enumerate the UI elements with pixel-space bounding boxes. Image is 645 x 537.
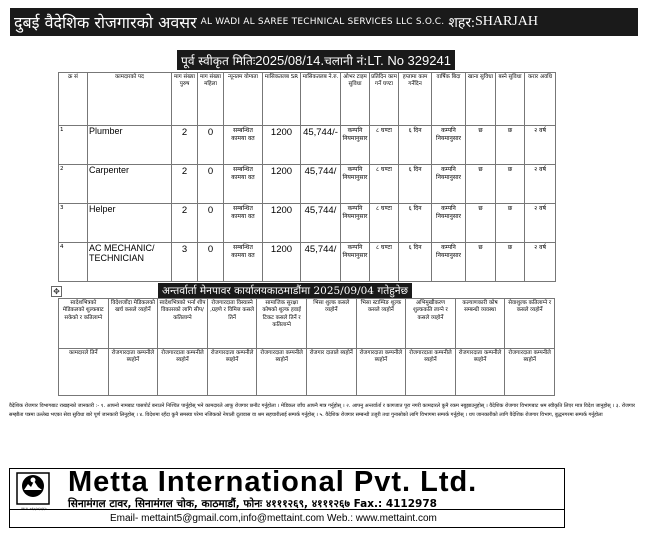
notice-text: वैदेशिक रोजगार विभागबाट राखइन्को जानकारी :- १. आफ्नो नामबाट पासपोर्ट बनाउने निश्चित पार्नुहोस् भने कामदारले आफू रोजगार छनौट गर्नुहोला । मेडिकल जाँच आफ्नै मात्र गर्नुहोस् । २. आफ्नु अन्तर्वार्ता र कागजात पूरा नगरी कामदारले कुनै रकम नबुझाउनुहोस् । वैदेशिक रोजगार विभागबाट श्रम स्वीकृति लिएर मात्र विदेश जानुहोस् । ३. रोजगार सम्झौता पत्रमा उल्लेख भएका सेवा सुविधा बारे पूर्ण जानकारी लिनुहोस् । ४. विदेशमा रहँदा कुनै समस्या परेमा नजिकको नेपाली दूतावास वा श्रम सहचारीलाई सम्पर्क गर्नुहोस् । ५. वैदेशिक रोजगार सम्बन्धी उजुरी तथा गुनासोको लागि विभागमा सम्पर्क गर्नुहोस् । थप जानकारीको लागि वैदेशिक रोजगार विभाग, बुद्धनगरमा सम्पर्क गर्नुहोला	[9, 403, 635, 418]
jobs-cell-overtime: कम्पनि नियमानुसार	[341, 126, 370, 165]
jobs-cell-days: ६ दिन	[399, 204, 432, 243]
jobs-cell-qualification: सम्बन्धित कामया वत	[224, 204, 263, 243]
conditions-header-cell: अभिमुखीकरण शुल्ककति लाग्ने र कसले व्यहोर्ने	[406, 299, 456, 349]
jobs-cell-days: ६ दिन	[399, 126, 432, 165]
jobs-cell-position: Carpenter	[88, 165, 172, 204]
jobs-header-cell: बस्ने सुविधा	[496, 73, 525, 126]
jobs-cell-leave: कम्पनि नियमानुसार	[432, 165, 466, 204]
jobs-cell-position: AC MECHANIC/ TECHNICIAN	[88, 243, 172, 282]
jobs-cell-food: छ	[466, 126, 496, 165]
conditions-value-cell: रोजगारदाता कम्पनीले ब्यहोर्ने	[455, 349, 505, 396]
jobs-cell-sn: 3	[59, 204, 88, 243]
table-row	[59, 165, 556, 204]
jobs-cell-female: 0	[198, 165, 224, 204]
jobs-cell-days: ६ दिन	[399, 165, 432, 204]
conditions-header-cell: भिसा शुल्क कसले व्यहोर्ने	[306, 299, 356, 349]
jobs-cell-male: 3	[172, 243, 198, 282]
approval-prefix: पूर्व स्वीकृत मितिः	[181, 53, 256, 68]
jobs-cell-accommodation: छ	[496, 126, 525, 165]
conditions-value-cell: रोजगारदाता कम्पनीले ब्यहोर्ने	[207, 349, 257, 396]
jobs-cell-leave: कम्पनि नियमानुसार	[432, 204, 466, 243]
jobs-cell-sn: 1	[59, 126, 88, 165]
jobs-cell-leave: कम्पनि नियमानुसार	[432, 126, 466, 165]
jobs-cell-overtime: कम्पनि नियमानुसार	[341, 165, 370, 204]
jobs-cell-days: ६ दिन	[399, 243, 432, 282]
conditions-value-cell: रोजगारदाता कम्पनीले ब्यहोर्ने	[406, 349, 456, 396]
company-header	[10, 466, 564, 511]
jobs-cell-food: छ	[466, 204, 496, 243]
jobs-header-cell: खाना सुविधा	[466, 73, 496, 126]
jobs-cell-position: Helper	[88, 204, 172, 243]
jobs-header-cell: प्रतिदिन काम गर्ने घण्टा	[370, 73, 399, 126]
jobs-cell-female: 0	[198, 204, 224, 243]
company-footer	[9, 468, 565, 528]
jobs-cell-salary-sr: 1200	[263, 126, 301, 165]
conditions-value-cell: रोजगारदाता कम्पनीले ब्यहोर्ने	[108, 349, 158, 396]
jobs-header-cell: हप्तामा काम गर्नेदिन	[399, 73, 432, 126]
jobs-cell-sn: 4	[59, 243, 88, 282]
jobs-cell-female: 0	[198, 126, 224, 165]
jobs-cell-contract: २ वर्ष	[525, 126, 556, 165]
city-name: SHARJAH	[474, 14, 538, 29]
jobs-header-cell: ओभर टाइम सुविधा	[341, 73, 370, 126]
company-name-uae: AL WADI AL SAREE TECHNICAL SERVICES LLC S.O.C.	[200, 17, 445, 27]
jobs-cell-contract: २ वर्ष	[525, 165, 556, 204]
conditions-header-cell: कल्याणकारी कोष सम्बन्धी व्यवस्था	[455, 299, 505, 349]
jobs-cell-male: 2	[172, 165, 198, 204]
approval-bar	[177, 50, 455, 70]
jobs-cell-qualification: सम्बन्धित कामया वत	[224, 243, 263, 282]
jobs-cell-salary-sr: 1200	[263, 165, 301, 204]
conditions-value-cell: रोजगारदाता कम्पनीले ब्यहोर्ने	[505, 349, 555, 396]
conditions-header-cell: सेवाशुल्क कतिलाग्ने र कसले व्यहोर्ने	[505, 299, 555, 349]
jobs-cell-salary-npr: 45,744/	[301, 243, 341, 282]
title-bar	[10, 8, 638, 36]
jobs-cell-salary-npr: 45,744/	[301, 165, 341, 204]
jobs-cell-food: छ	[466, 165, 496, 204]
jobs-cell-female: 0	[198, 243, 224, 282]
jobs-cell-sn: 2	[59, 165, 88, 204]
jobs-cell-qualification: सम्बन्धित कामया वत	[224, 165, 263, 204]
jobs-cell-food: छ	[466, 243, 496, 282]
conditions-value-cell: रोजगार दाताले ब्यहोर्ने	[306, 349, 356, 396]
conditions-value-cell: कामदारले तिर्ने	[59, 349, 109, 396]
table-move-handle[interactable]: ✥	[51, 286, 62, 297]
jobs-header-cell: वार्षिक बिदा	[432, 73, 466, 126]
lot-prefix: .चलानी नं:	[320, 53, 368, 68]
jobs-header-cell: क्र सं	[59, 73, 88, 126]
conditions-value-cell: रोजगारदाता कम्पनीले ब्यहोर्ने	[257, 349, 307, 396]
table-row	[59, 126, 556, 165]
license-text: ला.न. ७६४/०६४/६५	[21, 507, 47, 511]
company-address: सिनामंगल टावर, सिनामंगल चोक, काठमाडौं, फोनः ४१११२६९, ४१११२६७ Fax.: 4112978	[68, 498, 437, 510]
jobs-cell-salary-npr: 45,744/	[301, 204, 341, 243]
jobs-cell-position: Plumber	[88, 126, 172, 165]
jobs-header-cell: मासिकतलब ने.रु.	[301, 73, 341, 126]
company-contact: Email- mettaint5@gmail.com,info@mettaint.com Web.: www.mettaint.com	[110, 513, 437, 524]
jobs-header-cell: करार अवधि	[525, 73, 556, 126]
conditions-value-cell: रोजगारदाता कम्पनीले ब्यहोर्ने	[356, 349, 406, 396]
conditions-header-cell: सामाजिक सुरक्षा कोषको शुल्क हवाई टिकट कसले तिर्ने र कतिलाग्ने	[257, 299, 307, 349]
approval-date: 2025/08/14	[255, 52, 321, 68]
company-logo-icon	[16, 472, 50, 505]
jobs-header-cell: न्यूनतम योग्यता	[224, 73, 263, 126]
jobs-cell-accommodation: छ	[496, 204, 525, 243]
jobs-cell-salary-sr: 1200	[263, 243, 301, 282]
jobs-cell-male: 2	[172, 126, 198, 165]
conditions-header-cell: रोजगारदाता विस्वास्ने ,ग्रहणे र विमित्त कसले तिर्ने	[207, 299, 257, 349]
conditions-header-cell: विदेशजाँदा मेडिकलको खर्च कसले व्यहोर्ने	[108, 299, 158, 349]
jobs-header-cell: माग संख्या महिला	[198, 73, 224, 126]
interview-text: अन्तर्वार्ता मेनपावर कार्यालयकाठमाडौंमा 2025/09/04 गतेहुनेछ	[162, 285, 408, 297]
jobs-cell-contract: २ वर्ष	[525, 204, 556, 243]
city-label: शहर:	[448, 15, 475, 31]
jobs-table	[58, 72, 556, 282]
jobs-cell-hours: ८ घण्टा	[370, 243, 399, 282]
jobs-cell-overtime: कम्पनि नियमानुसार	[341, 204, 370, 243]
jobs-cell-hours: ८ घण्टा	[370, 126, 399, 165]
jobs-cell-overtime: कम्पनि नियमानुसार	[341, 243, 370, 282]
jobs-cell-hours: ८ घण्टा	[370, 165, 399, 204]
jobs-cell-salary-npr: 45,744/-	[301, 126, 341, 165]
conditions-header-cell: स्वदेशभित्रको भर्ना शीप विकासको लागि सीप/कतिलाग्ने	[158, 299, 208, 349]
jobs-cell-accommodation: छ	[496, 165, 525, 204]
table-row	[59, 243, 556, 282]
jobs-cell-hours: ८ घण्टा	[370, 204, 399, 243]
jobs-cell-salary-sr: 1200	[263, 204, 301, 243]
interview-bar	[158, 283, 412, 299]
jobs-cell-male: 2	[172, 204, 198, 243]
jobs-cell-contract: २ वर्ष	[525, 243, 556, 282]
conditions-value-cell: रोजगारदाता कम्पनीले ब्यहोर्ने	[158, 349, 208, 396]
conditions-header-cell: स्वदेशभित्रको मेडिकलको शुल्कबाट सकेको र कतिलाग्ने	[59, 299, 109, 349]
jobs-header-cell: कामदारको पद	[88, 73, 172, 126]
jobs-cell-accommodation: छ	[496, 243, 525, 282]
jobs-cell-leave: कम्पनि नियमानुसार	[432, 243, 466, 282]
company-name: Metta International Pvt. Ltd.	[68, 466, 478, 498]
table-row	[59, 204, 556, 243]
title-nepali: दुबई वैदेशिक रोजगारको अवसर	[14, 13, 197, 32]
conditions-header-cell: भिसा स्टाम्पिङ शुल्क कसले व्यहोर्ने	[356, 299, 406, 349]
jobs-header-cell: मासिकतलब SR	[263, 73, 301, 126]
lot-number: LT. No 329241	[367, 52, 451, 68]
jobs-header-cell: माग संख्या पुरुष	[172, 73, 198, 126]
jobs-cell-qualification: सम्बन्धित कामया वत	[224, 126, 263, 165]
conditions-table	[58, 298, 555, 396]
